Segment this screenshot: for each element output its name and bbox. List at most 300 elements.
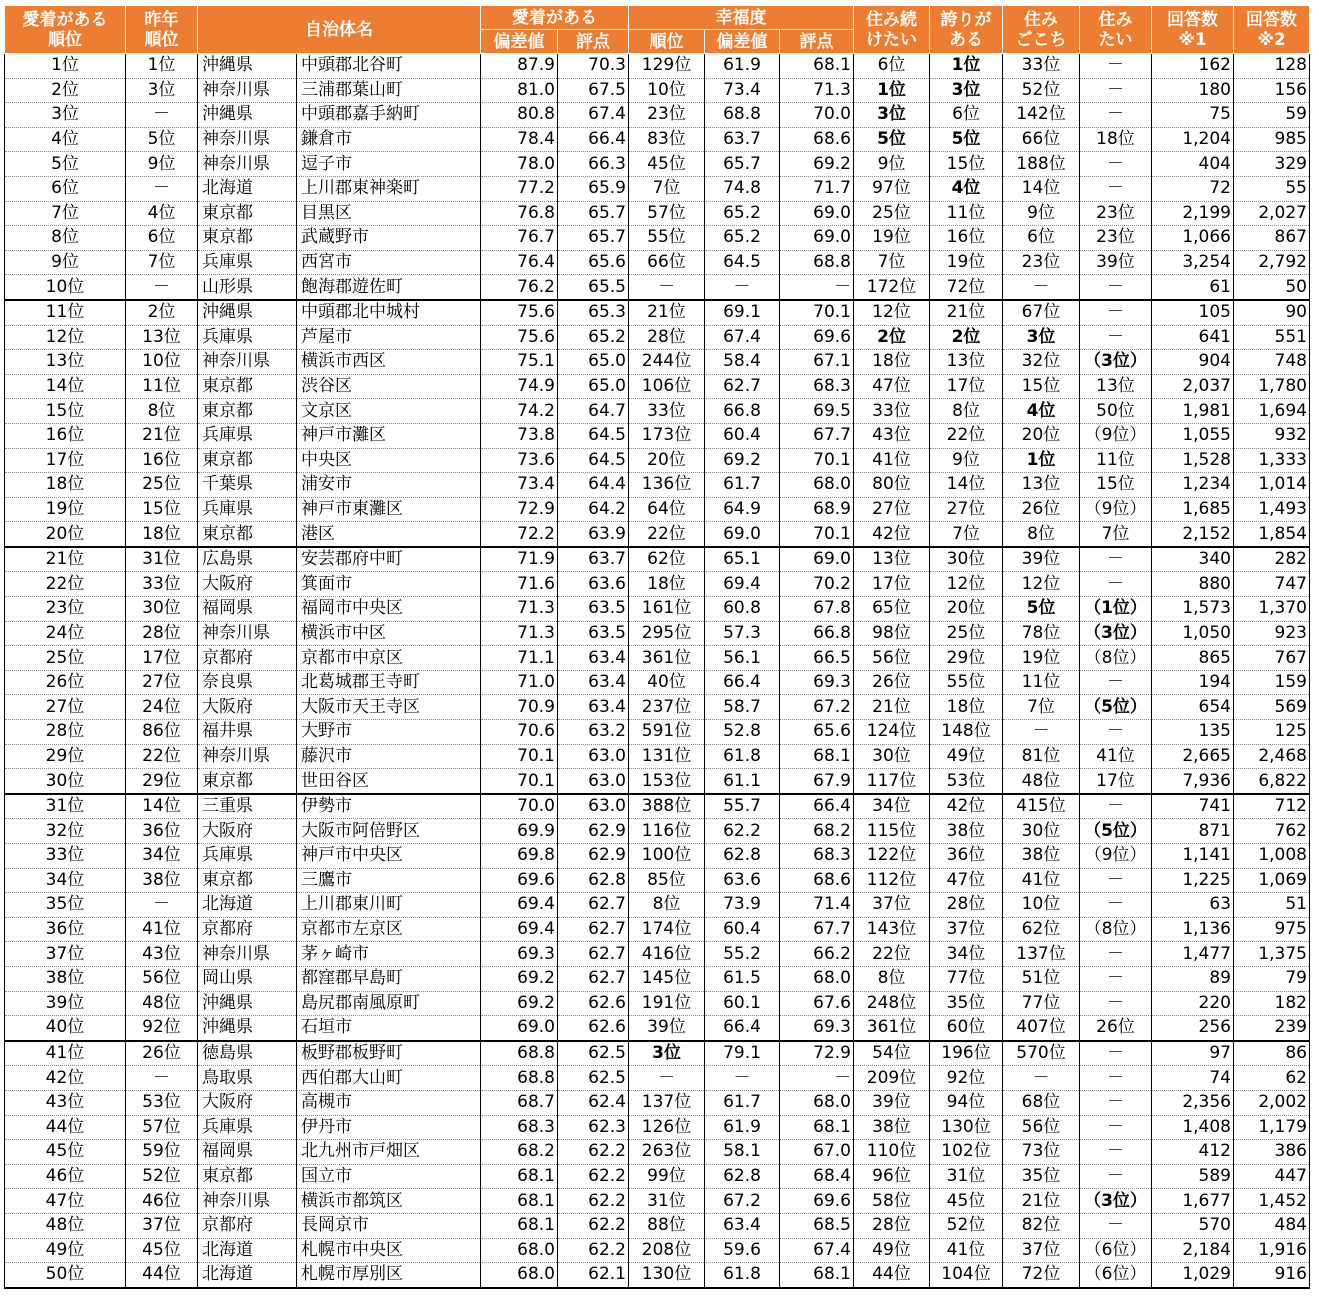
happiness-rank-cell: － [629,1066,705,1091]
responses-2-cell: 2,792 [1234,250,1310,275]
happiness-score-cell: 70.2 [780,572,854,597]
prefecture-cell: 福井県 [198,720,297,745]
comfort-cell: 23位 [1003,250,1080,275]
prev-rank-cell: 4位 [126,201,198,226]
municipality-cell: 三鷹市 [297,868,481,893]
want-to-live-cell: － [1080,1115,1152,1140]
happiness-deviation-cell: 61.9 [705,1115,780,1140]
happiness-rank-cell: 208位 [629,1238,705,1263]
want-to-stay-cell: 172位 [854,275,930,300]
pride-cell: 53位 [930,769,1003,794]
responses-2-cell: 86 [1234,1041,1310,1066]
responses-1-cell: 105 [1152,300,1234,325]
pride-cell: 38位 [930,819,1003,844]
happiness-rank-cell: － [629,275,705,300]
happiness-deviation-cell: 61.8 [705,1263,780,1288]
prev-rank-cell: 21位 [126,423,198,448]
attachment-deviation-cell: 81.0 [481,78,558,103]
happiness-deviation-cell: 65.2 [705,201,780,226]
happiness-deviation-cell: 60.8 [705,597,780,622]
rank-cell: 2位 [5,78,126,103]
happiness-rank-cell: 20位 [629,448,705,473]
pride-cell: 7位 [930,522,1003,547]
responses-1-cell: 412 [1152,1140,1234,1165]
prefecture-cell: 東京都 [198,374,297,399]
pride-cell: 47位 [930,868,1003,893]
want-to-stay-cell: 13位 [854,547,930,572]
attachment-score-cell: 65.2 [558,325,629,350]
prefecture-cell: 神奈川県 [198,152,297,177]
happiness-rank-cell: 191位 [629,991,705,1016]
responses-2-cell: 55 [1234,176,1310,201]
comfort-cell: 35位 [1003,1164,1080,1189]
comfort-cell: 26位 [1003,497,1080,522]
want-to-live-cell: 18位 [1080,127,1152,152]
responses-1-cell: 654 [1152,695,1234,720]
header-attachment-deviation: 偏差値 [481,30,558,54]
happiness-rank-cell: 83位 [629,127,705,152]
pride-cell: 18位 [930,695,1003,720]
table-row [5,819,1310,844]
want-to-live-cell: 41位 [1080,744,1152,769]
rank-cell: 48位 [5,1213,126,1238]
attachment-score-cell: 65.0 [558,374,629,399]
pride-cell: 36位 [930,844,1003,869]
rank-cell: 14位 [5,374,126,399]
attachment-deviation-cell: 70.1 [481,744,558,769]
municipality-cell: 中央区 [297,448,481,473]
attachment-score-cell: 63.7 [558,547,629,572]
rank-cell: 8位 [5,226,126,251]
want-to-live-cell: （1位） [1080,597,1152,622]
responses-1-cell: 880 [1152,572,1234,597]
attachment-deviation-cell: 75.6 [481,325,558,350]
table-row [5,226,1310,251]
happiness-rank-cell: 295位 [629,621,705,646]
want-to-stay-cell: 5位 [854,127,930,152]
responses-1-cell: 1,055 [1152,423,1234,448]
prev-rank-cell: 1位 [126,54,198,79]
municipality-cell: 伊勢市 [297,794,481,819]
prefecture-cell: 千葉県 [198,473,297,498]
header-responses-1: 回答数 ※1 [1152,6,1234,54]
want-to-live-cell: － [1080,670,1152,695]
rank-cell: 17位 [5,448,126,473]
municipality-cell: 横浜市都筑区 [297,1189,481,1214]
happiness-rank-cell: 57位 [629,201,705,226]
comfort-cell: 39位 [1003,547,1080,572]
prefecture-cell: 兵庫県 [198,250,297,275]
happiness-deviation-cell: 55.7 [705,794,780,819]
rank-cell: 37位 [5,942,126,967]
rank-cell: 6位 [5,176,126,201]
rank-cell: 40位 [5,1016,126,1041]
happiness-score-cell: 69.6 [780,325,854,350]
happiness-deviation-cell: 61.7 [705,1090,780,1115]
attachment-deviation-cell: 78.4 [481,127,558,152]
prefecture-cell: 東京都 [198,201,297,226]
prefecture-cell: 兵庫県 [198,1115,297,1140]
prefecture-cell: 沖縄県 [198,991,297,1016]
want-to-stay-cell: 6位 [854,54,930,79]
want-to-live-cell: － [1080,893,1152,918]
happiness-deviation-cell: － [705,275,780,300]
comfort-cell: 142位 [1003,103,1080,128]
happiness-score-cell: 69.6 [780,1189,854,1214]
happiness-deviation-cell: 66.4 [705,1016,780,1041]
attachment-deviation-cell: 76.4 [481,250,558,275]
want-to-live-cell: － [1080,794,1152,819]
responses-2-cell: 156 [1234,78,1310,103]
prefecture-cell: 北海道 [198,893,297,918]
responses-2-cell: 1,179 [1234,1115,1310,1140]
happiness-score-cell: 69.0 [780,201,854,226]
happiness-rank-cell: 85位 [629,868,705,893]
prefecture-cell: 京都府 [198,917,297,942]
attachment-score-cell: 67.5 [558,78,629,103]
municipality-cell: 長岡京市 [297,1213,481,1238]
comfort-cell: 15位 [1003,374,1080,399]
happiness-score-cell: 69.2 [780,152,854,177]
prefecture-cell: 北海道 [198,1238,297,1263]
attachment-score-cell: 63.0 [558,744,629,769]
happiness-score-cell: 68.6 [780,127,854,152]
want-to-stay-cell: 18位 [854,350,930,375]
prev-rank-cell: 56位 [126,966,198,991]
attachment-deviation-cell: 70.0 [481,794,558,819]
rank-cell: 33位 [5,844,126,869]
attachment-score-cell: 65.7 [558,226,629,251]
attachment-score-cell: 62.7 [558,893,629,918]
want-to-stay-cell: 3位 [854,103,930,128]
header-happiness-group: 幸福度 [629,6,854,30]
pride-cell: 196位 [930,1041,1003,1066]
happiness-rank-cell: 174位 [629,917,705,942]
municipality-cell: 福岡市中央区 [297,597,481,622]
attachment-score-cell: 63.0 [558,794,629,819]
happiness-deviation-cell: 60.4 [705,423,780,448]
header-pride: 誇りが ある [930,6,1003,54]
attachment-deviation-cell: 75.1 [481,350,558,375]
responses-1-cell: 404 [1152,152,1234,177]
attachment-deviation-cell: 68.8 [481,1066,558,1091]
happiness-rank-cell: 126位 [629,1115,705,1140]
prefecture-cell: 福岡県 [198,597,297,622]
rank-cell: 4位 [5,127,126,152]
attachment-deviation-cell: 78.0 [481,152,558,177]
table-row [5,695,1310,720]
table-row [5,54,1310,79]
responses-1-cell: 97 [1152,1041,1234,1066]
comfort-cell: 66位 [1003,127,1080,152]
responses-1-cell: 1,685 [1152,497,1234,522]
prefecture-cell: 兵庫県 [198,497,297,522]
comfort-cell: 137位 [1003,942,1080,967]
attachment-score-cell: 64.7 [558,399,629,424]
responses-1-cell: 2,037 [1152,374,1234,399]
table-row [5,176,1310,201]
responses-2-cell: 1,375 [1234,942,1310,967]
prev-rank-cell: 44位 [126,1263,198,1288]
happiness-rank-cell: 31位 [629,1189,705,1214]
pride-cell: 8位 [930,399,1003,424]
comfort-cell: 37位 [1003,1238,1080,1263]
happiness-deviation-cell: 61.7 [705,473,780,498]
attachment-score-cell: 62.1 [558,1263,629,1288]
rank-cell: 42位 [5,1066,126,1091]
want-to-stay-cell: 17位 [854,572,930,597]
want-to-stay-cell: 143位 [854,917,930,942]
happiness-rank-cell: 145位 [629,966,705,991]
municipality-cell: 高槻市 [297,1090,481,1115]
comfort-cell: 4位 [1003,399,1080,424]
happiness-rank-cell: 591位 [629,720,705,745]
municipality-cell: 横浜市西区 [297,350,481,375]
municipality-cell: 伊丹市 [297,1115,481,1140]
prefecture-cell: 広島県 [198,547,297,572]
table-row [5,744,1310,769]
attachment-deviation-cell: 69.9 [481,819,558,844]
happiness-deviation-cell: 56.1 [705,646,780,671]
responses-2-cell: 2,468 [1234,744,1310,769]
table-body [5,54,1310,1288]
attachment-score-cell: 63.5 [558,621,629,646]
municipality-cell: 飽海郡遊佐町 [297,275,481,300]
table-row [5,1189,1310,1214]
want-to-live-cell: （5位） [1080,695,1152,720]
happiness-rank-cell: 8位 [629,893,705,918]
municipality-cell: 国立市 [297,1164,481,1189]
attachment-score-cell: 65.9 [558,176,629,201]
attachment-score-cell: 62.9 [558,844,629,869]
comfort-cell: 52位 [1003,78,1080,103]
attachment-score-cell: 65.5 [558,275,629,300]
attachment-deviation-cell: 71.1 [481,646,558,671]
pride-cell: 12位 [930,572,1003,597]
want-to-stay-cell: 47位 [854,374,930,399]
responses-1-cell: 256 [1152,1016,1234,1041]
attachment-deviation-cell: 69.0 [481,1016,558,1041]
header-comfort: 住み ごこち [1003,6,1080,54]
want-to-stay-cell: 21位 [854,695,930,720]
comfort-cell: 3位 [1003,325,1080,350]
want-to-live-cell: （8位） [1080,917,1152,942]
responses-2-cell: 1,333 [1234,448,1310,473]
happiness-rank-cell: 106位 [629,374,705,399]
attachment-score-cell: 62.2 [558,1213,629,1238]
want-to-live-cell: － [1080,868,1152,893]
prefecture-cell: 兵庫県 [198,423,297,448]
municipality-cell: 上川郡東神楽町 [297,176,481,201]
table-row [5,522,1310,547]
prefecture-cell: 京都府 [198,1213,297,1238]
municipality-cell: 文京区 [297,399,481,424]
responses-2-cell: 551 [1234,325,1310,350]
want-to-stay-cell: 25位 [854,201,930,226]
table-header [5,6,1310,54]
rank-cell: 24位 [5,621,126,646]
attachment-deviation-cell: 69.2 [481,966,558,991]
attachment-score-cell: 62.7 [558,942,629,967]
pride-cell: 37位 [930,917,1003,942]
comfort-cell: 82位 [1003,1213,1080,1238]
attachment-score-cell: 62.7 [558,966,629,991]
table-row [5,350,1310,375]
responses-2-cell: 712 [1234,794,1310,819]
want-to-live-cell: （6位） [1080,1263,1152,1288]
pride-cell: 2位 [930,325,1003,350]
happiness-deviation-cell: 62.2 [705,819,780,844]
table-row [5,152,1310,177]
attachment-deviation-cell: 70.6 [481,720,558,745]
rank-cell: 47位 [5,1189,126,1214]
responses-2-cell: 747 [1234,572,1310,597]
responses-1-cell: 1,477 [1152,942,1234,967]
attachment-score-cell: 62.4 [558,1090,629,1115]
pride-cell: 1位 [930,54,1003,79]
happiness-score-cell: 70.1 [780,522,854,547]
table-row [5,1090,1310,1115]
happiness-score-cell: 68.6 [780,868,854,893]
prefecture-cell: 神奈川県 [198,621,297,646]
header-happiness-deviation: 偏差値 [705,30,780,54]
want-to-stay-cell: 39位 [854,1090,930,1115]
happiness-rank-cell: 62位 [629,547,705,572]
responses-2-cell: 6,822 [1234,769,1310,794]
prefecture-cell: 東京都 [198,226,297,251]
attachment-deviation-cell: 68.7 [481,1090,558,1115]
attachment-deviation-cell: 68.0 [481,1263,558,1288]
want-to-live-cell: － [1080,1090,1152,1115]
want-to-stay-cell: 34位 [854,794,930,819]
municipality-cell: 京都市左京区 [297,917,481,942]
prev-rank-cell: 86位 [126,720,198,745]
want-to-live-cell: － [1080,720,1152,745]
want-to-stay-cell: 98位 [854,621,930,646]
rank-cell: 5位 [5,152,126,177]
happiness-deviation-cell: 64.9 [705,497,780,522]
pride-cell: 60位 [930,1016,1003,1041]
prefecture-cell: 神奈川県 [198,350,297,375]
prev-rank-cell: 30位 [126,597,198,622]
table-row [5,621,1310,646]
prev-rank-cell: 2位 [126,300,198,325]
happiness-score-cell: 71.4 [780,893,854,918]
happiness-deviation-cell: 65.2 [705,226,780,251]
prev-rank-cell: 17位 [126,646,198,671]
rank-cell: 36位 [5,917,126,942]
prefecture-cell: 大阪府 [198,695,297,720]
prev-rank-cell: 27位 [126,670,198,695]
table-row [5,1115,1310,1140]
attachment-deviation-cell: 76.2 [481,275,558,300]
want-to-live-cell: － [1080,103,1152,128]
prev-rank-cell: 59位 [126,1140,198,1165]
want-to-stay-cell: 112位 [854,868,930,893]
happiness-deviation-cell: 69.4 [705,572,780,597]
municipality-cell: 西伯郡大山町 [297,1066,481,1091]
rank-cell: 23位 [5,597,126,622]
happiness-rank-cell: 88位 [629,1213,705,1238]
prefecture-cell: 兵庫県 [198,844,297,869]
prefecture-cell: 京都府 [198,646,297,671]
responses-2-cell: 748 [1234,350,1310,375]
rank-cell: 20位 [5,522,126,547]
municipality-cell: 安芸郡府中町 [297,547,481,572]
table-row [5,646,1310,671]
responses-1-cell: 220 [1152,991,1234,1016]
pride-cell: 52位 [930,1213,1003,1238]
responses-1-cell: 1,050 [1152,621,1234,646]
rank-cell: 1位 [5,54,126,79]
header-happiness-score: 評点 [780,30,854,54]
comfort-cell: 51位 [1003,966,1080,991]
prev-rank-cell: 29位 [126,769,198,794]
prev-rank-cell: 15位 [126,497,198,522]
want-to-live-cell: （9位） [1080,497,1152,522]
want-to-stay-cell: 7位 [854,250,930,275]
municipality-cell: 神戸市灘区 [297,423,481,448]
pride-cell: 148位 [930,720,1003,745]
happiness-score-cell: 68.2 [780,819,854,844]
municipality-cell: 西宮市 [297,250,481,275]
attachment-score-cell: 66.3 [558,152,629,177]
want-to-live-cell: （3位） [1080,1189,1152,1214]
happiness-rank-cell: 28位 [629,325,705,350]
responses-1-cell: 1,981 [1152,399,1234,424]
responses-1-cell: 72 [1152,176,1234,201]
prev-rank-cell: 38位 [126,868,198,893]
prefecture-cell: 沖縄県 [198,54,297,79]
responses-1-cell: 871 [1152,819,1234,844]
municipality-cell: 港区 [297,522,481,547]
rank-cell: 10位 [5,275,126,300]
want-to-stay-cell: 33位 [854,399,930,424]
want-to-live-cell: 23位 [1080,201,1152,226]
pride-cell: 55位 [930,670,1003,695]
responses-1-cell: 2,199 [1152,201,1234,226]
happiness-rank-cell: 45位 [629,152,705,177]
attachment-score-cell: 65.6 [558,250,629,275]
comfort-cell: － [1003,720,1080,745]
prev-rank-cell: 8位 [126,399,198,424]
happiness-rank-cell: 388位 [629,794,705,819]
want-to-stay-cell: 80位 [854,473,930,498]
prev-rank-cell: 7位 [126,250,198,275]
attachment-deviation-cell: 76.7 [481,226,558,251]
responses-1-cell: 2,356 [1152,1090,1234,1115]
want-to-stay-cell: 248位 [854,991,930,1016]
happiness-deviation-cell: 69.1 [705,300,780,325]
happiness-rank-cell: 7位 [629,176,705,201]
attachment-score-cell: 62.6 [558,1016,629,1041]
want-to-live-cell: － [1080,300,1152,325]
responses-2-cell: 239 [1234,1016,1310,1041]
want-to-live-cell: － [1080,991,1152,1016]
pride-cell: 9位 [930,448,1003,473]
responses-2-cell: 484 [1234,1213,1310,1238]
responses-2-cell: 62 [1234,1066,1310,1091]
comfort-cell: 7位 [1003,695,1080,720]
municipality-cell: 逗子市 [297,152,481,177]
table-row [5,868,1310,893]
attachment-score-cell: 64.4 [558,473,629,498]
table-row [5,473,1310,498]
pride-cell: 102位 [930,1140,1003,1165]
responses-1-cell: 1,029 [1152,1263,1234,1288]
pride-cell: 6位 [930,103,1003,128]
prefecture-cell: 東京都 [198,399,297,424]
